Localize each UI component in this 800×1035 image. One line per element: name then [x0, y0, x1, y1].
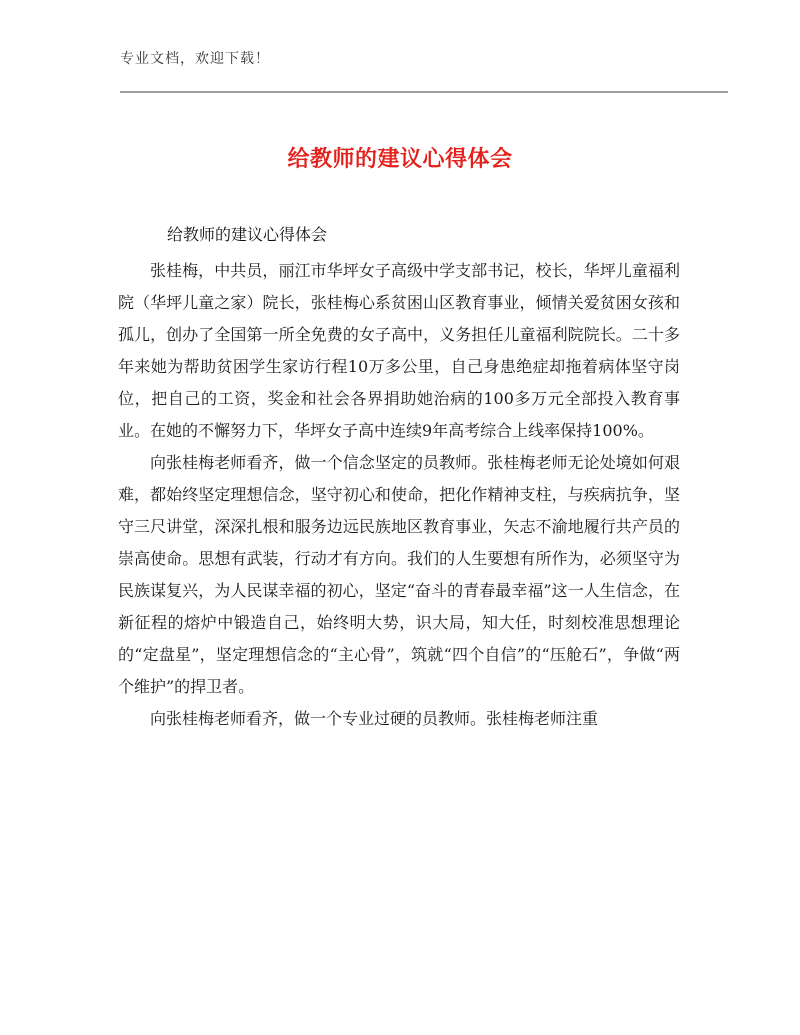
body-paragraph-3: 向张桂梅老师看齐，做一个专业过硬的员教师。张桂梅老师注重: [150, 709, 599, 728]
page-header-text: 专业文档，欢迎下载！: [120, 51, 270, 67]
document-subtitle: 给教师的建议心得体会: [167, 225, 328, 244]
body-paragraph-1: 张桂梅，中共员，丽江市华坪女子高级中学支部书记，校长，华坪儿童福利院（华坪儿童之家）院长，张桂梅心系贫困山区教育事业，倾情关爱贫困女孩和孤儿，创办了全国第一所全免费的女子高中，义务担任儿童福利院院长。二十多年来她为帮助贫困学生家访行程10万多公里，自己身患绝症却拖着病体坚守岗位，把自己的工资，奖金和社会各界捐助她治病的100多万元全部投入教育事业。在她的不懈努力下，华坪女子高中连续9年高考综合上线率保持100%。: [118, 261, 680, 440]
document-title: 给教师的建议心得体会: [287, 147, 513, 172]
document-body: [118, 255, 680, 735]
header-divider: [120, 91, 728, 93]
body-paragraph-2: 向张桂梅老师看齐，做一个信念坚定的员教师。张桂梅老师无论处境如何艰难，都始终坚定理想信念，坚守初心和使命，把化作精神支柱，与疾病抗争，坚守三尺讲堂，深深扎根和服务边远民族地区教育事业，矢志不渝地履行共产员的崇高使命。思想有武装，行动才有方向。我们的人生要想有所作为，必须坚守为民族谋复兴，为人民谋幸福的初心，坚定“奋斗的青春最幸福”这一人生信念，在新征程的熔炉中锻造自己，始终明大势，识大局，知大任，时刻校准思想理论的“定盘星”，坚定理想信念的“主心骨”，筑就“四个自信”的“压舱石”，争做“两个维护”的捍卫者。: [118, 453, 680, 696]
